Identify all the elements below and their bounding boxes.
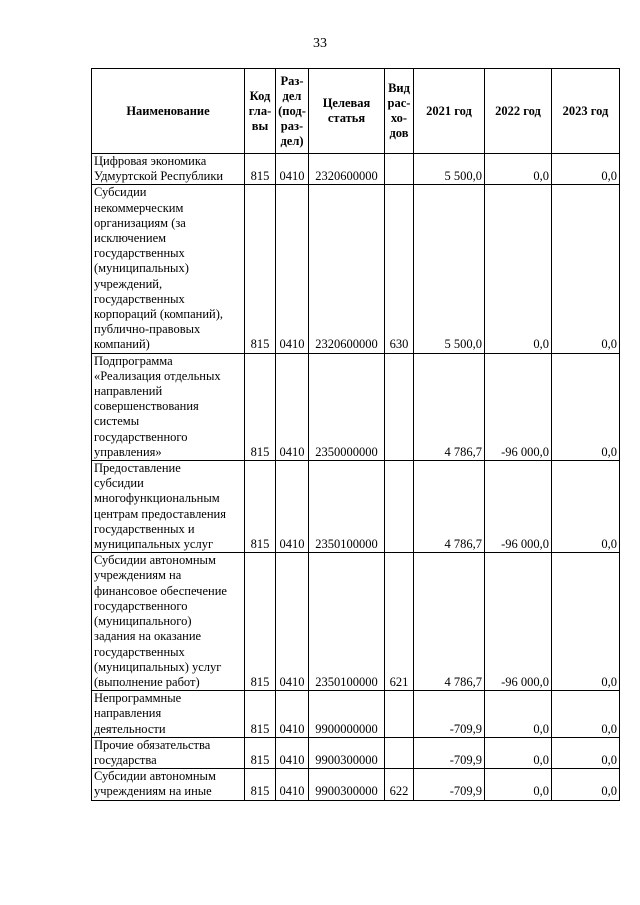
row-code: 815 bbox=[245, 154, 276, 185]
row-section: 0410 bbox=[276, 769, 309, 800]
row-2021: 4 786,7 bbox=[414, 353, 485, 460]
row-2021: -709,9 bbox=[414, 737, 485, 768]
row-2022: -96 000,0 bbox=[485, 461, 552, 553]
row-code: 815 bbox=[245, 353, 276, 460]
table-row bbox=[92, 737, 620, 768]
header-code: Код гла- вы bbox=[245, 69, 276, 154]
row-2022: 0,0 bbox=[485, 154, 552, 185]
row-section: 0410 bbox=[276, 737, 309, 768]
row-name: Предоставление субсидии многофункциональным центрам предоставления государственных и муниципальных услуг bbox=[92, 461, 245, 553]
row-2021: 4 786,7 bbox=[414, 461, 485, 553]
row-section: 0410 bbox=[276, 461, 309, 553]
header-2021: 2021 год bbox=[414, 69, 485, 154]
row-target: 2350100000 bbox=[309, 461, 385, 553]
row-target: 2350000000 bbox=[309, 353, 385, 460]
row-section: 0410 bbox=[276, 553, 309, 691]
row-code: 815 bbox=[245, 185, 276, 353]
table-row bbox=[92, 461, 620, 553]
header-2022: 2022 год bbox=[485, 69, 552, 154]
row-section: 0410 bbox=[276, 185, 309, 353]
table-row bbox=[92, 691, 620, 738]
row-expense-type bbox=[385, 691, 414, 738]
row-section: 0410 bbox=[276, 691, 309, 738]
row-expense-type bbox=[385, 737, 414, 768]
header-expense-type: Вид рас- хо- дов bbox=[385, 69, 414, 154]
table-header-row bbox=[92, 69, 620, 154]
row-code: 815 bbox=[245, 691, 276, 738]
row-2022: -96 000,0 bbox=[485, 353, 552, 460]
row-2023: 0,0 bbox=[552, 553, 620, 691]
row-2023: 0,0 bbox=[552, 691, 620, 738]
row-code: 815 bbox=[245, 769, 276, 800]
table-row bbox=[92, 185, 620, 353]
row-2022: -96 000,0 bbox=[485, 553, 552, 691]
page-number: 33 bbox=[313, 36, 327, 51]
row-section: 0410 bbox=[276, 154, 309, 185]
row-2023: 0,0 bbox=[552, 737, 620, 768]
row-target: 9900300000 bbox=[309, 769, 385, 800]
row-expense-type: 622 bbox=[385, 769, 414, 800]
table-row bbox=[92, 154, 620, 185]
row-2023: 0,0 bbox=[552, 769, 620, 800]
header-name: Наименование bbox=[92, 69, 245, 154]
table-row bbox=[92, 553, 620, 691]
row-2022: 0,0 bbox=[485, 769, 552, 800]
row-2022: 0,0 bbox=[485, 185, 552, 353]
row-target: 2320600000 bbox=[309, 154, 385, 185]
row-expense-type bbox=[385, 353, 414, 460]
row-name: Прочие обязательства государства bbox=[92, 737, 245, 768]
budget-table bbox=[91, 68, 620, 801]
table-row bbox=[92, 353, 620, 460]
row-name: Субсидии автономным учреждениям на финансовое обеспечение государственного (муниципального) задания на оказание государственных (муниципальных) услуг (выполнение работ) bbox=[92, 553, 245, 691]
row-target: 2320600000 bbox=[309, 185, 385, 353]
row-expense-type: 621 bbox=[385, 553, 414, 691]
table-row bbox=[92, 769, 620, 800]
row-expense-type: 630 bbox=[385, 185, 414, 353]
row-2021: 4 786,7 bbox=[414, 553, 485, 691]
row-2021: -709,9 bbox=[414, 691, 485, 738]
row-2022: 0,0 bbox=[485, 691, 552, 738]
row-name: Субсидии автономным учреждениям на иные bbox=[92, 769, 245, 800]
header-section: Раз- дел (под- раз- дел) bbox=[276, 69, 309, 154]
row-2021: 5 500,0 bbox=[414, 154, 485, 185]
row-code: 815 bbox=[245, 553, 276, 691]
row-name: Субсидии некоммерческим организациям (за исключением государственных (муниципальных) учреждений, государственных корпораций (компаний), публично-правовых компаний) bbox=[92, 185, 245, 353]
row-2021: 5 500,0 bbox=[414, 185, 485, 353]
row-code: 815 bbox=[245, 461, 276, 553]
row-2021: -709,9 bbox=[414, 769, 485, 800]
row-2023: 0,0 bbox=[552, 353, 620, 460]
row-2023: 0,0 bbox=[552, 154, 620, 185]
row-name: Подпрограмма «Реализация отдельных направлений совершенствования системы государственного управления» bbox=[92, 353, 245, 460]
row-2023: 0,0 bbox=[552, 185, 620, 353]
row-name: Цифровая экономика Удмуртской Республики bbox=[92, 154, 245, 185]
row-code: 815 bbox=[245, 737, 276, 768]
row-2022: 0,0 bbox=[485, 737, 552, 768]
row-target: 9900000000 bbox=[309, 691, 385, 738]
row-section: 0410 bbox=[276, 353, 309, 460]
row-name: Непрограммные направления деятельности bbox=[92, 691, 245, 738]
row-expense-type bbox=[385, 461, 414, 553]
row-2023: 0,0 bbox=[552, 461, 620, 553]
row-target: 2350100000 bbox=[309, 553, 385, 691]
header-2023: 2023 год bbox=[552, 69, 620, 154]
row-target: 9900300000 bbox=[309, 737, 385, 768]
row-expense-type bbox=[385, 154, 414, 185]
header-target: Целевая статья bbox=[309, 69, 385, 154]
